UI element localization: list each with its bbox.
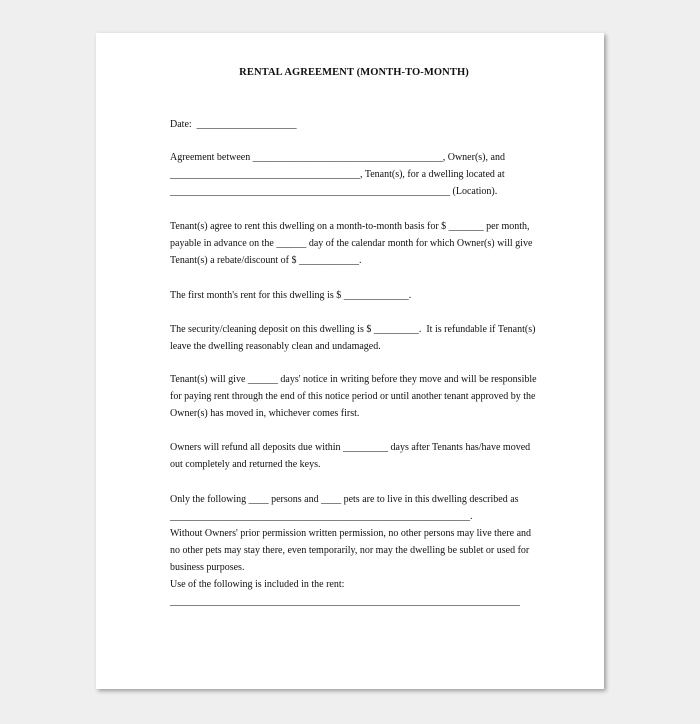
document-title: RENTAL AGREEMENT (MONTH-TO-MONTH) — [239, 67, 469, 78]
rent-line-3: Tenant(s) a rebate/discount of $ ____________. — [170, 255, 362, 266]
permission-line-1: Without Owners' prior permission written permission, no other persons may live there and — [170, 528, 532, 539]
permission-line-2: no other pets may stay there, even temporarily, nor may the dwelling be sublet or used for — [170, 545, 530, 556]
rent-line-1: Tenant(s) agree to rent this dwelling on a month-to-month basis for $ _______ per month, — [170, 221, 530, 232]
agreement-line-1: Agreement between ______________________________________, Owner(s), and — [170, 152, 505, 163]
occupants-line-1: Only the following ____ persons and ____ pets are to live in this dwelling described as — [170, 494, 519, 505]
notice-line-3: Owner(s) has moved in, whichever comes first. — [170, 408, 360, 419]
agreement-line-2: ______________________________________, Tenant(s), for a dwelling located at — [170, 169, 505, 180]
first-month-line: The first month's rent for this dwelling is $ _____________. — [170, 290, 412, 301]
notice-line-1: Tenant(s) will give ______ days' notice in writing before they move and will be responsible — [170, 374, 537, 385]
deposit-line-1: The security/cleaning deposit on this dwelling is $ _________. It is refundable if Tenant(s) — [170, 324, 536, 335]
included-line: Use of the following is included in the rent: — [170, 579, 345, 590]
refund-line-2: out completely and returned the keys. — [170, 459, 321, 470]
occupants-line-2: ____________________________________________________________. — [170, 511, 473, 522]
permission-line-3: business purposes. — [170, 562, 245, 573]
included-blank-line: ______________________________________________________________________ — [170, 596, 520, 607]
document-page — [96, 33, 604, 689]
rent-line-2: payable in advance on the ______ day of the calendar month for which Owner(s) will give — [170, 238, 533, 249]
refund-line-1: Owners will refund all deposits due within _________ days after Tenants has/have moved — [170, 442, 531, 453]
deposit-line-2: leave the dwelling reasonably clean and undamaged. — [170, 341, 381, 352]
agreement-line-3: ________________________________________________________ (Location). — [170, 186, 498, 197]
notice-line-2: for paying rent through the end of this notice period or until another tenant approved by the — [170, 391, 536, 402]
date-line: Date: ____________________ — [170, 119, 297, 130]
